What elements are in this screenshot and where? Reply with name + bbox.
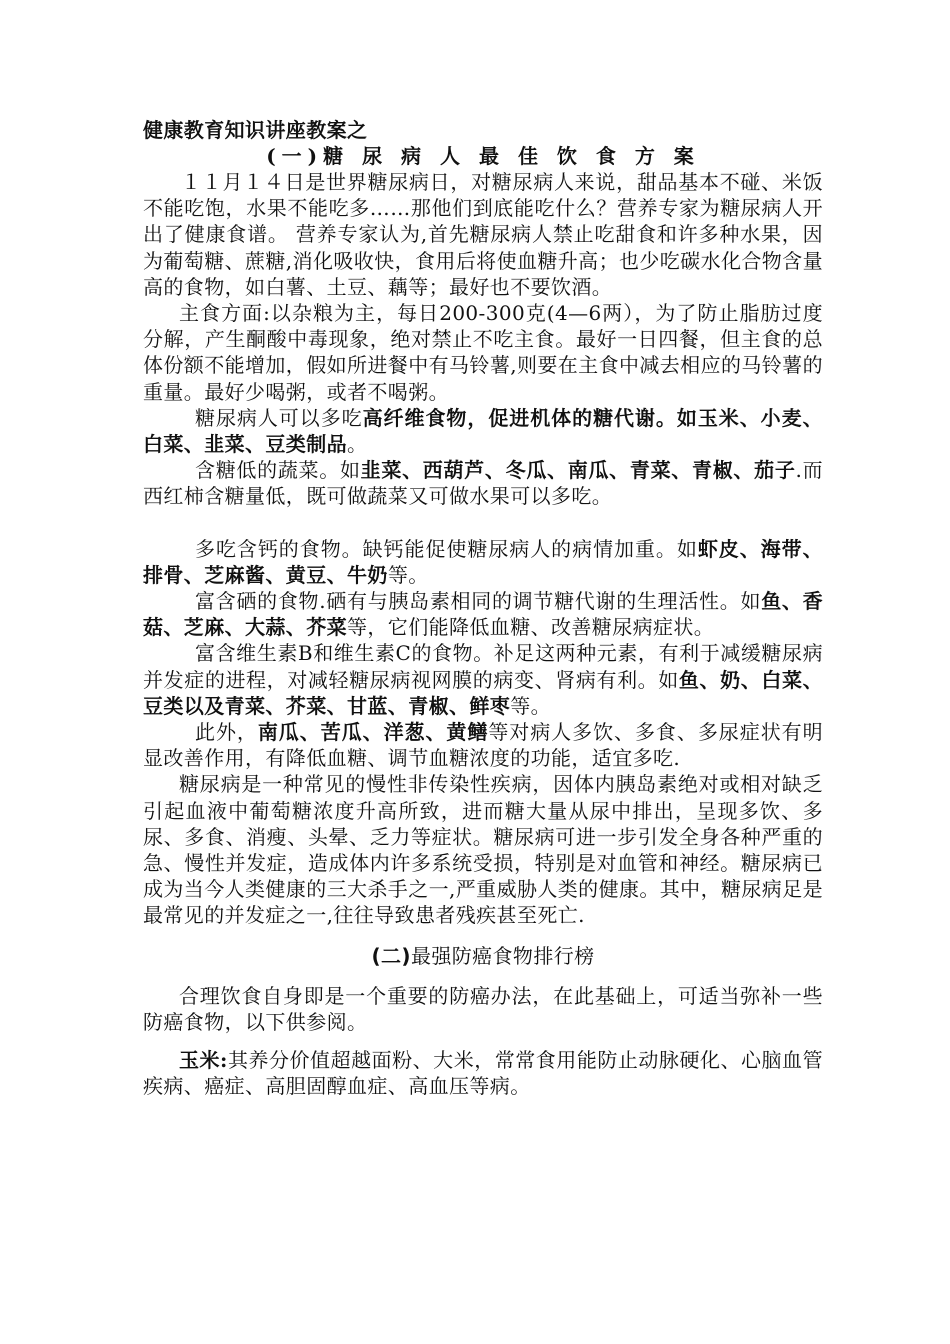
para5-end: 等。 — [387, 562, 429, 587]
section-1-title-text: 糖 尿 病 人 最 佳 饮 食 方 案 — [323, 144, 700, 168]
section-1-number: (一) — [266, 144, 324, 168]
paragraph-additional-foods — [143, 719, 823, 771]
paragraph-diabetes-overview: 糖尿病是一种常见的慢性非传染性疾病，因体内胰岛素绝对或相对缺乏引起血液中葡萄糖浓度升高所致，进而糖大量从尿中排出，呈现多饮、多尿、多食、消瘦、头晕、乏力等症状。糖尿病可进一步引发全身各种严重的急、慢性并发症，造成体内许多系统受损，特别是对血管和神经。糖尿病已成为当今人类健康的三大杀手之一,严重威胁人类的健康。其中，糖尿病足是最常见的并发症之一,往往导致患者残疾甚至死亡. — [143, 772, 823, 928]
paragraph-staple-food: 主食方面:以杂粮为主，每日200-300克(4—6两），为了防止脂肪过度分解，产生酮酸中毒现象，绝对禁止不吃主食。最好一日四餐，但主食的总体份额不能增加，假如所进餐中有马铃薯,则要在主食中减去相应的马铃薯的重量。最好少喝粥，或者不喝粥。 — [143, 301, 823, 404]
para4-text: 含糖低的蔬菜。如 — [195, 458, 361, 483]
para7-text: 富含维生素B和维生素C的食物。补足这两种元素，有利于减缓糖尿病并发症的进程，对减轻糖尿病视网膜的病变、肾病有利。如 — [143, 641, 823, 692]
para4-end: .而西红柿含糖量低，既可做蔬菜又可做水果可以多吃。 — [143, 458, 823, 509]
section-2-number: (二) — [371, 943, 411, 968]
para3-bold: 高纤维食物，促进机体的糖代谢。如玉米、小麦、白菜、韭菜、豆类制品 — [143, 405, 823, 457]
paragraph-cancer-prevention-intro: 合理饮食自身即是一个重要的防癌办法，在此基础上，可适当弥补一些防癌食物，以下供参阅。 — [143, 983, 823, 1034]
paragraph-calcium — [143, 536, 823, 588]
paragraph-selenium — [143, 588, 823, 640]
section-1-title — [143, 143, 823, 169]
paragraph-low-sugar-vegetables — [143, 457, 823, 509]
paragraph-high-fiber — [143, 405, 823, 457]
para7-bold: 鱼、奶、白菜、豆类以及青菜、芥菜、甘蓝、青椒、鲜枣 — [143, 667, 823, 718]
para6-text: 富含硒的食物.硒有与胰岛素相同的调节糖代谢的生理活性。如 — [195, 589, 762, 614]
corn-text: 其养分价值超越面粉、大米，常常食用能防止动脉硬化、心脑血管疾病、癌症、高胆固醇血症、高血压等病。 — [143, 1048, 823, 1099]
para5-text: 多吃含钙的食物。缺钙能促使糖尿病人的病情加重。如 — [195, 536, 698, 561]
para3-end: 。 — [347, 432, 368, 457]
para8-text: 此外， — [195, 720, 258, 745]
document-heading: 健康教育知识讲座教案之 — [143, 118, 368, 142]
section-2-title-text: 最强防癌食物排行榜 — [410, 943, 595, 968]
corn-label: 玉米: — [179, 1048, 228, 1073]
paragraph-vitamins — [143, 640, 823, 719]
para3-text: 糖尿病人可以多吃 — [195, 405, 363, 430]
para8-end: 等对病人多饮、多食、多尿症状有明显改善作用，有降低血糖、调节血糖浓度的功能，适宜多吃. — [143, 720, 823, 771]
para8-bold: 南瓜、苦瓜、洋葱、黄鳝 — [257, 720, 489, 745]
section-2-title — [143, 943, 823, 969]
para6-end: 等，它们能降低血糖、改善糖尿病症状。 — [347, 615, 715, 640]
para7-end: 等。 — [510, 693, 552, 718]
spacer — [143, 510, 823, 536]
document-page — [143, 117, 823, 1100]
spacer — [143, 1035, 823, 1047]
paragraph-corn — [143, 1047, 823, 1099]
para6-bold: 鱼、香菇、芝麻、大蒜、芥菜 — [143, 589, 824, 640]
para5-bold: 虾皮、海带、排骨、芝麻酱、黄豆、牛奶 — [143, 536, 823, 587]
paragraph-intro: １１月１４日是世界糖尿病日，对糖尿病人来说，甜品基本不碰、米饭不能吃饱，水果不能吃多……那他们到底能吃什么？营养专家为糖尿病人开出了健康食谱。 营养专家认为,首先糖尿病人禁止吃甜食和许多种水果，因为葡萄糖、蔗糖,消化吸收快，食用后将使血糖升高；也少吃碳水化合物含量高的食物，如白薯、土豆、藕等；最好也不要饮酒。 — [143, 170, 823, 299]
para4-bold: 韭菜、西葫芦、冬瓜、南瓜、青菜、青椒、茄子 — [360, 458, 796, 483]
